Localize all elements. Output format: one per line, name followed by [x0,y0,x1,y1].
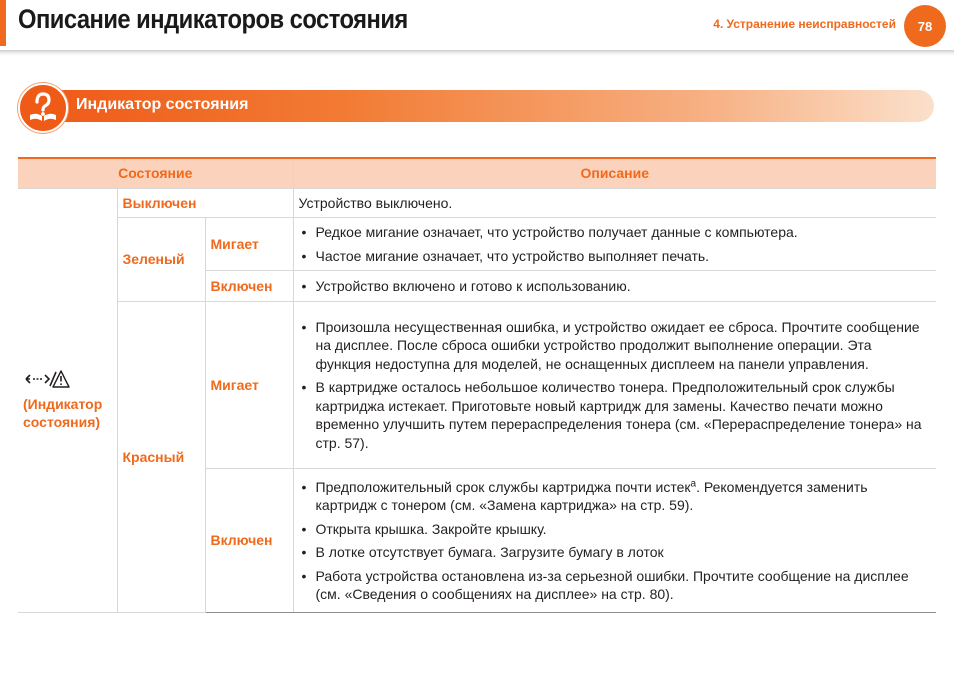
column-header-description: Описание [293,158,936,189]
state-green: Зеленый [117,218,205,302]
state-red-on: Включен [205,469,293,613]
desc-off: Устройство выключено. [293,189,936,218]
footnote-marker: a [690,477,697,489]
page-title: Описание индикаторов состояния [18,4,408,34]
desc-green-on [293,271,936,302]
desc-green-blink [293,218,936,271]
question-book-icon [18,83,68,133]
status-table [18,157,936,613]
list-item [299,478,932,515]
list-item: • Произошла несущественная ошибка, и устройство ожидает ее сброса. Прочтите сообщение на дисплее. После сброса ошибки устройство продолжит выполнение операции. Эта функция недоступна для моделей, не оснащенных дисплеем на панели управления. [299,318,932,374]
wireless-warning-icon [23,369,112,394]
list-item-text: Предположительный срок службы картриджа почти истек [315,478,691,495]
list-item: • Работа устройства остановлена из-за серьезной ошибки. Прочтите сообщение на дисплее (см. «Сведения о сообщениях на дисплее» на стр. 80). [299,567,932,604]
list-item-text: . Рекомендуется заменить картридж с тонером (см. «Замена картриджа» на стр. 59). [315,478,868,513]
chapter-link[interactable]: 4. Устранение неисправностей [713,17,896,31]
list-item: • В картридже осталось небольшое количество тонера. Предположительный срок службы картриджа истекает. Приготовьте новый картридж для замены. Качество печати можно временно улучшить путем перераспределения тонера (см. «Перераспределение тонера» на стр. 57). [299,378,932,452]
indicator-label: (Индикатор состояния) [23,395,103,431]
state-red-blink: Мигает [205,302,293,469]
table-header-row [18,158,936,189]
header-divider [0,50,954,56]
page-number-badge: 78 [904,5,946,47]
column-header-state: Состояние [18,158,293,189]
desc-red-blink [293,302,936,469]
list-item: • Устройство включено и готово к использованию. [299,277,932,296]
section-title: Индикатор состояния [76,96,249,113]
indicator-cell [18,189,117,613]
list-item: • В лотке отсутствует бумага. Загрузите бумагу в лоток [299,543,932,562]
state-red: Красный [117,302,205,613]
list-item: • Частое мигание означает, что устройство выполняет печать. [299,247,932,266]
list-item: • Редкое мигание означает, что устройство получает данные с компьютера. [299,223,932,242]
table-row [18,189,936,218]
state-green-on: Включен [205,271,293,302]
desc-red-on [293,469,936,613]
state-off: Выключен [117,189,293,218]
table-row [18,218,936,271]
state-green-blink: Мигает [205,218,293,271]
list-item: • Открыта крышка. Закройте крышку. [299,520,932,539]
table-row [18,302,936,469]
header-accent-bar [0,0,6,46]
